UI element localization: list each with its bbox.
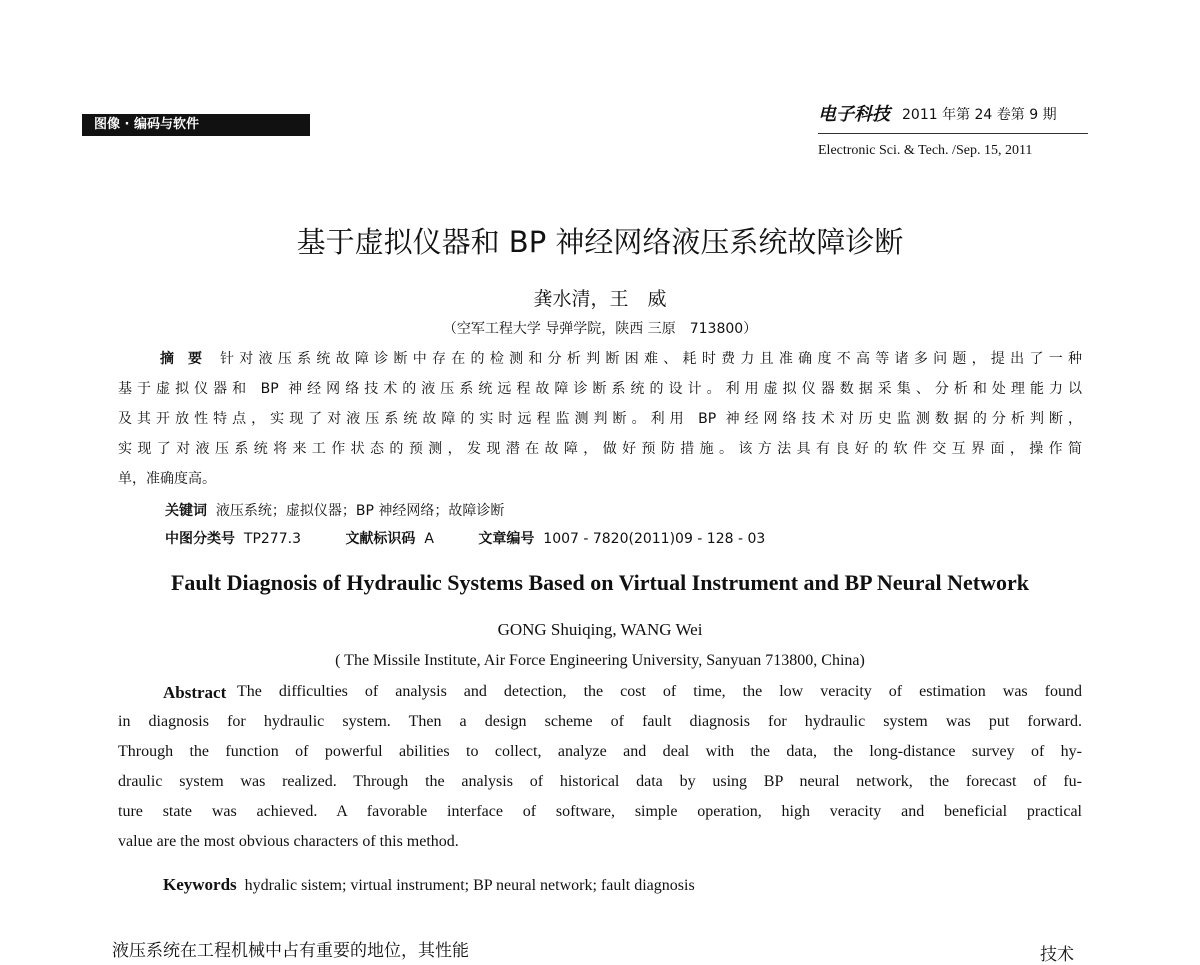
keywords-cn <box>165 500 504 520</box>
article-no-value: 1007 - 7820(2011)09 - 128 - 03 <box>543 531 766 547</box>
clc-value: TP277.3 <box>243 531 301 547</box>
title-cn: 基于虚拟仪器和 BP 神经网络液压系统故障诊断 <box>296 225 904 259</box>
abstract-line: The difficulties of analysis and detection, the cost of time, the low veracity of estimation was found <box>237 683 1082 700</box>
keywords-value-en: hydralic sistem; virtual instrument; BP neural network; fault diagnosis <box>244 877 695 894</box>
affiliation-cn: （空军工程大学 导弹学院，陕西 三原 713800） <box>442 321 758 337</box>
keywords-label-cn: 关键词 <box>165 503 207 519</box>
header-rule <box>818 133 1088 134</box>
abstract-line: 针对液压系统故障诊断中存在的检测和分析判断困难、耗时费力且准确度不高等诸多问题，提出了一种 <box>220 351 1082 367</box>
clc-label: 中图分类号 <box>165 531 235 547</box>
abstract-line: draulic system was realized. Through the analysis of historical data by using BP neural network, the forecast of fu- <box>118 773 1082 790</box>
abstract-line: Through the function of powerful abilities to collect, analyze and deal with the data, the long-distance survey of hy- <box>118 743 1082 760</box>
abstract-line: 基于虚拟仪器和 BP 神经网络技术的液压系统远程故障诊断系统的设计。利用虚拟仪器数据采集、分析和处理能力以 <box>118 381 1082 397</box>
authors-cn: 龚水清，王 威 <box>533 288 667 310</box>
abstract-label-cn: 摘 要 <box>160 351 202 367</box>
abstract-line: ture state was achieved. A favorable interface of software, simple operation, high veracity and beneficial practical <box>118 803 1082 820</box>
body-right-fragment: 技术 <box>1040 945 1074 965</box>
keywords-en <box>163 875 695 895</box>
doc-code-value: A <box>424 531 434 547</box>
issue-cn: 2011 年第 24 卷第 9 期 <box>902 107 1057 123</box>
keywords-value-cn: 液压系统；虚拟仪器；BP 神经网络；故障诊断 <box>215 503 505 519</box>
article-no-label: 文章编号 <box>478 531 535 547</box>
abstract-label-en: Abstract <box>163 683 227 702</box>
affiliation-en: ( The Missile Institute, Air Force Engineering University, Sanyuan 713800, China) <box>335 652 865 669</box>
doc-code-label: 文献标识码 <box>345 531 416 547</box>
authors-en: GONG Shuiqing, WANG Wei <box>497 620 703 639</box>
title-en: Fault Diagnosis of Hydraulic Systems Based on Virtual Instrument and BP Neural Network <box>170 570 1030 595</box>
body-first-line: 液压系统在工程机械中占有重要的地位，其性能 <box>112 941 469 961</box>
keywords-label-en: Keywords <box>163 875 237 894</box>
journal-logo: 电子科技 <box>818 104 890 125</box>
abstract-line: 实现了对液压系统将来工作状态的预测，发现潜在故障，做好预防措施。该方法具有良好的软件交互界面，操作简 <box>118 441 1082 457</box>
issue-en: Electronic Sci. & Tech. /Sep. 15, 2011 <box>818 143 1033 158</box>
classification-row <box>165 528 765 548</box>
abstract-line: 单，准确度高。 <box>118 471 216 487</box>
abstract-line: 及其开放性特点，实现了对液压系统故障的实时远程监测判断。利用 BP 神经网络技术对历史监测数据的分析判断， <box>118 411 1082 427</box>
abstract-line: in diagnosis for hydraulic system. Then a design scheme of fault diagnosis for hydraulic system was put forward. <box>118 713 1082 730</box>
section-tag: 图像 · 编码与软件 <box>82 114 310 136</box>
abstract-line: value are the most obvious characters of this method. <box>118 833 459 850</box>
